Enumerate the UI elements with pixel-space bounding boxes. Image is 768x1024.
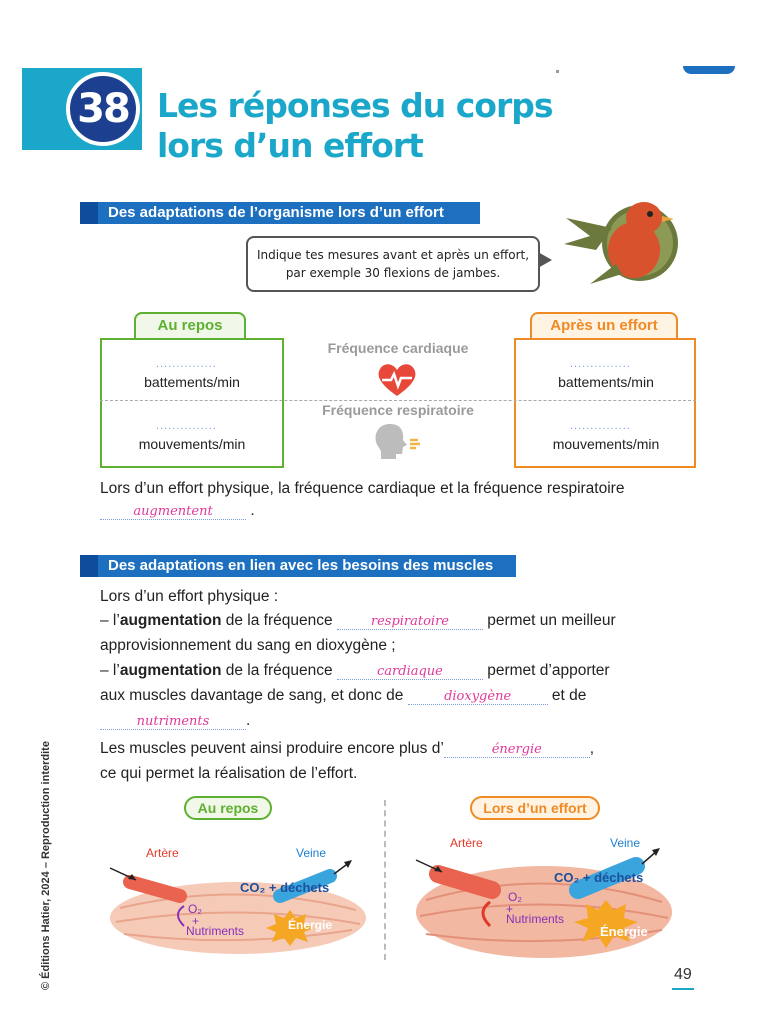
bubble-tail	[538, 252, 552, 268]
page-number: 49	[674, 966, 692, 983]
breathing-head-icon	[372, 422, 424, 460]
conclusion-end: .	[250, 502, 255, 519]
blank-repos-heart[interactable]: ...............	[156, 358, 217, 370]
title-line-1: Les réponses du corps	[157, 86, 553, 125]
bubble-line-1: Indique tes mesures avant et après un effort,	[256, 248, 530, 262]
heart-icon	[376, 362, 418, 398]
label-co2-dechets: CO₂ + déchets	[554, 870, 644, 885]
s2-line-7: ce qui permet la réalisation de l’effort.	[100, 765, 358, 782]
answer-cardiaque[interactable]: cardiaque	[337, 664, 483, 680]
l3-mid: de la fréquence	[221, 662, 337, 679]
answer-augmentent[interactable]: augmentent	[100, 504, 246, 520]
label-o2: O₂	[508, 890, 522, 904]
s2-line-2: approvisionnement du sang en dioxygène ;	[100, 637, 396, 654]
diagram-effort-tab: Lors d’un effort	[470, 796, 600, 820]
blank-effort-breath[interactable]: ...............	[570, 420, 631, 432]
title-line-2: lors d’un effort	[157, 126, 423, 165]
unit-repos-heart: battements/min	[144, 374, 240, 390]
label-artere: Artère	[450, 836, 483, 850]
l6-end: ,	[589, 740, 595, 757]
answer-nutriments[interactable]: nutriments	[100, 714, 246, 730]
row-divider	[100, 400, 696, 401]
s2-line-5	[100, 712, 250, 730]
heart-rate-label: Fréquence cardiaque	[327, 340, 469, 356]
l1-bold: augmentation	[119, 612, 222, 629]
conclusion-text: Lors d’un effort physique, la fréquence cardiaque et la fréquence respiratoire	[100, 480, 625, 497]
column-header-effort: Après un effort	[530, 312, 678, 338]
l3-bold: augmentation	[119, 662, 222, 679]
l1-end: permet un meilleur	[482, 612, 616, 629]
l3-end: permet d’apporter	[482, 662, 610, 679]
muscle-effort-illustration	[410, 830, 680, 970]
label-plus: +	[192, 914, 200, 928]
corner-decoration	[683, 66, 735, 74]
diagram-effort	[410, 790, 680, 970]
breath-rate-label: Fréquence respiratoire	[322, 402, 474, 418]
l5-end: .	[246, 712, 251, 729]
unit-effort-heart: battements/min	[558, 374, 654, 390]
measurement-table	[100, 312, 696, 468]
s2-line-1	[100, 612, 616, 630]
robin-mascot-icon	[560, 188, 680, 293]
decorative-dot	[556, 70, 559, 73]
answer-respiratoire[interactable]: respiratoire	[337, 614, 483, 630]
diagram-repos-tab: Au repos	[184, 796, 272, 820]
lesson-number: 38	[66, 72, 140, 146]
label-artere: Artère	[146, 846, 179, 860]
bubble-line-2: par exemple 30 flexions de jambes.	[285, 266, 501, 280]
section-heading-1: Des adaptations de l’organisme lors d’un effort	[80, 202, 480, 224]
label-plus: +	[506, 902, 514, 916]
s2-intro: Lors d’un effort physique :	[100, 588, 279, 605]
l4-start: aux muscles davantage de sang, et donc de	[100, 687, 408, 704]
label-nutriments: Nutriments	[186, 924, 245, 938]
l3-prefix: – l’	[100, 662, 120, 679]
label-veine: Veine	[296, 846, 327, 860]
label-o2: O₂	[188, 902, 202, 916]
page-number-underline	[672, 988, 694, 990]
column-header-repos: Au repos	[134, 312, 246, 338]
label-nutriments: Nutriments	[506, 912, 565, 926]
label-energie: Énergie	[600, 924, 648, 939]
l4-end: et de	[547, 687, 587, 704]
label-energie: Énergie	[288, 918, 333, 932]
blank-repos-breath[interactable]: ...............	[156, 420, 217, 432]
blank-effort-heart[interactable]: ...............	[570, 358, 631, 370]
page-title	[157, 86, 553, 166]
diagram-divider	[384, 800, 386, 960]
conclusion-fill-line	[100, 502, 255, 520]
speech-bubble	[246, 236, 540, 292]
unit-repos-breath: mouvements/min	[138, 436, 246, 452]
l1-prefix: – l’	[100, 612, 120, 629]
answer-energie[interactable]: énergie	[444, 742, 590, 758]
l6-start: Les muscles peuvent ainsi produire encore plus d’	[100, 740, 444, 757]
section-heading-2: Des adaptations en lien avec les besoins des muscles	[80, 555, 516, 577]
label-co2-dechets: CO₂ + déchets	[240, 880, 330, 895]
diagram-repos	[100, 790, 370, 970]
s2-line-3	[100, 662, 610, 680]
unit-effort-breath: mouvements/min	[552, 436, 660, 452]
s2-line-6	[100, 740, 594, 758]
s2-line-4	[100, 687, 586, 705]
label-veine: Veine	[610, 836, 641, 850]
answer-dioxygene[interactable]: dioxygène	[408, 689, 548, 705]
muscle-repos-illustration	[100, 830, 370, 970]
l1-mid: de la fréquence	[221, 612, 337, 629]
copyright-notice: © Éditions Hatier, 2024 – Reproduction interdite	[40, 741, 52, 990]
